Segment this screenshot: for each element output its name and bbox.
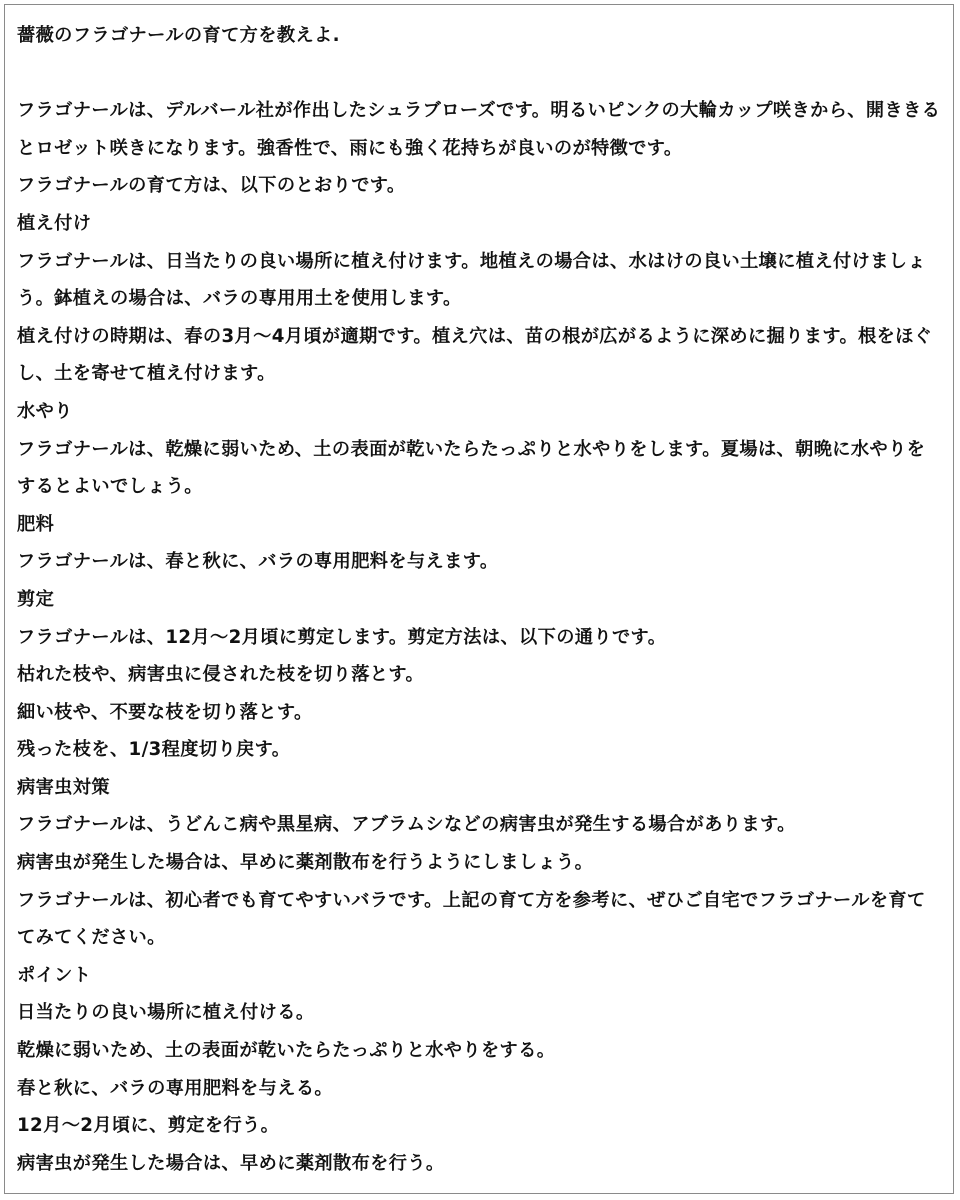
- points-heading: ポイント: [17, 964, 92, 986]
- pruning-item: 枯れた枝や、病害虫に侵された枝を切り落とす。: [17, 664, 425, 686]
- pests-paragraph-2: 病害虫が発生した場合は、早めに薬剤散布を行うようにしましょう。: [17, 852, 594, 874]
- planting-heading: 植え付け: [17, 212, 92, 234]
- fertilizer-heading: 肥料: [17, 513, 55, 535]
- document-frame: [4, 4, 954, 1194]
- pruning-heading: 剪定: [17, 588, 55, 610]
- planting-paragraph-1: フラゴナールは、日当たりの良い場所に植え付けます。地植えの場合は、水はけの良い土壌に植え付けましょう。鉢植えの場合は、バラの専用用土を使用します。: [17, 250, 926, 310]
- document-content: [5, 5, 953, 1182]
- pruning-paragraph: フラゴナールは、12月～2月頃に剪定します。剪定方法は、以下の通りです。: [17, 626, 667, 648]
- watering-heading: 水やり: [17, 400, 73, 422]
- point-item: 病害虫が発生した場合は、早めに薬剤散布を行う。: [17, 1152, 445, 1174]
- point-item: 日当たりの良い場所に植え付ける。: [17, 1002, 315, 1024]
- point-item: 12月～2月頃に、剪定を行う。: [17, 1115, 280, 1137]
- lead-paragraph: フラゴナールの育て方は、以下のとおりです。: [17, 175, 406, 197]
- closing-paragraph: フラゴナールは、初心者でも育てやすいバラです。上記の育て方を参考に、ぜひご自宅でフラゴナールを育ててみてください。: [17, 889, 926, 949]
- point-item: 乾燥に弱いため、土の表面が乾いたらたっぷりと水やりをする。: [17, 1040, 556, 1062]
- watering-paragraph: フラゴナールは、乾燥に弱いため、土の表面が乾いたらたっぷりと水やりをします。夏場は、朝晩に水やりをするとよいでしょう。: [17, 438, 926, 498]
- point-item: 春と秋に、バラの専用肥料を与える。: [17, 1077, 333, 1099]
- pruning-item: 残った枝を、1/3程度切り戻す。: [17, 739, 291, 761]
- intro-paragraph: フラゴナールは、デルバール社が作出したシュラブローズです。明るいピンクの大輪カップ咲きから、開ききるとロゼット咲きになります。強香性で、雨にも強く花持ちが良いのが特徴です。: [17, 100, 941, 159]
- pests-paragraph-1: フラゴナールは、うどんこ病や黒星病、アブラムシなどの病害虫が発生する場合があります。: [17, 814, 796, 836]
- fertilizer-paragraph: フラゴナールは、春と秋に、バラの専用肥料を与えます。: [17, 551, 499, 573]
- pests-heading: 病害虫対策: [17, 776, 110, 798]
- question-text: 薔薇のフラゴナールの育て方を教えよ.: [17, 25, 340, 46]
- blank-line: [17, 55, 941, 93]
- planting-paragraph-2: 植え付けの時期は、春の3月～4月頃が適期です。植え穴は、苗の根が広がるように深めに掘ります。根をほぐし、土を寄せて植え付けます。: [17, 325, 933, 385]
- pruning-item: 細い枝や、不要な枝を切り落とす。: [17, 701, 313, 723]
